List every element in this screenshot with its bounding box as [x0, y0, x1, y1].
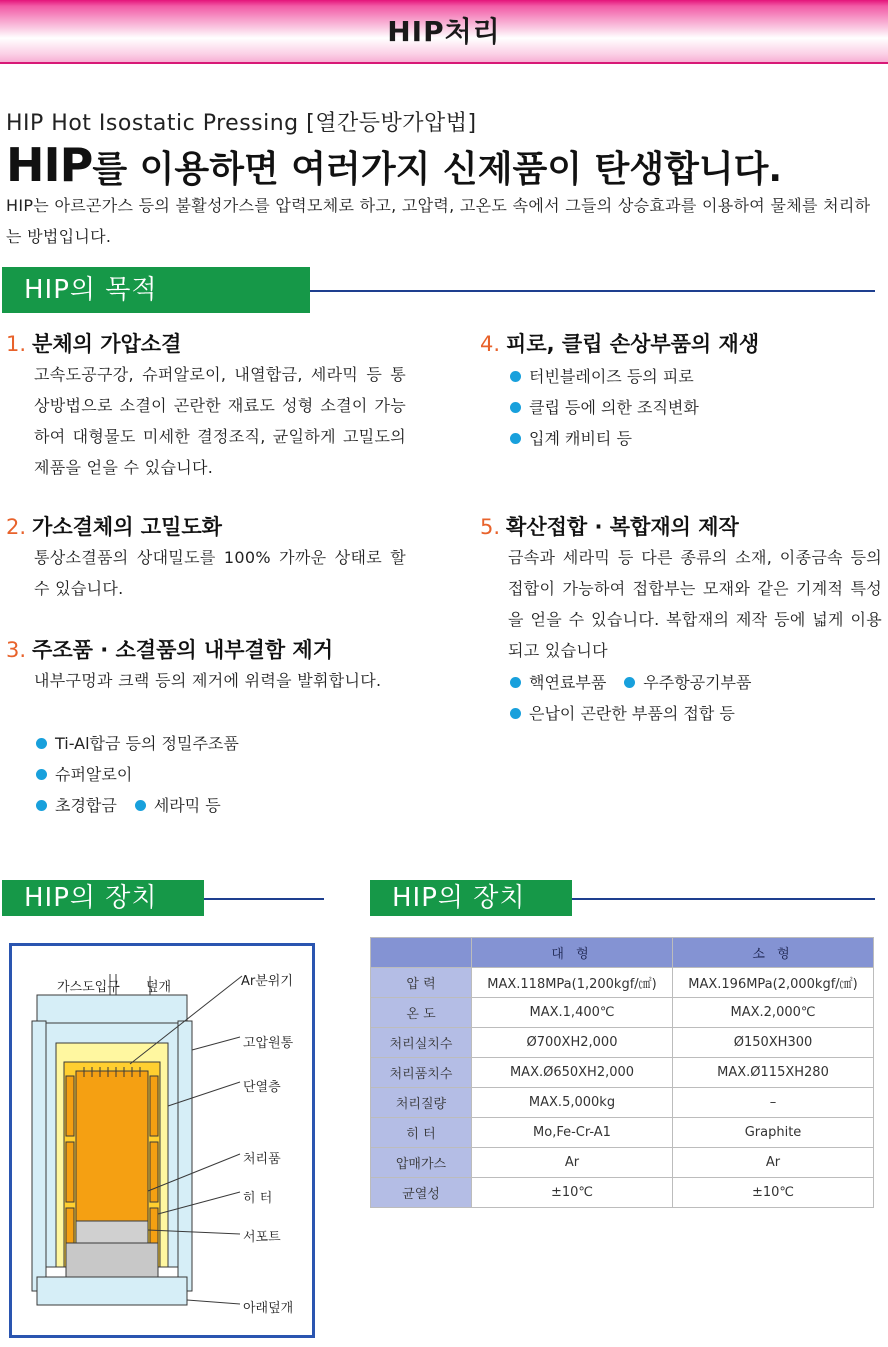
label-lid: 덮개: [146, 980, 172, 995]
label-insulation: 단열층: [243, 1080, 281, 1095]
workpiece-shape: [76, 1071, 148, 1221]
device-spec-heading-rule: [572, 898, 875, 900]
purpose-item-1-label: 분체의 가압소결: [32, 332, 182, 356]
row-label: 처리질량: [371, 1088, 472, 1118]
purpose-heading-rule: [310, 290, 875, 292]
table-row: [371, 968, 874, 998]
device-spec-heading: HIP의 장치: [370, 880, 572, 916]
bullet-dot-icon: [36, 800, 47, 811]
purpose-item-2-title: [6, 511, 222, 541]
column-header-large: 대 형: [472, 938, 673, 968]
table-header-row: [371, 938, 874, 968]
bullet-text: 은납이 곤란한 부품의 접합 등: [529, 704, 735, 723]
cell-small: ±10℃: [673, 1178, 874, 1208]
cell-large: MAX.1,400℃: [472, 998, 673, 1028]
purpose-item-4-label: 피로, 클립 손상부품의 재생: [506, 332, 760, 356]
hip-device-diagram: [9, 943, 315, 1338]
purpose-item-3-title: [6, 634, 333, 664]
headline-text: 를 이용하면 여러가지 신제품이 탄생합니다.: [92, 149, 783, 190]
cell-large: MAX.118MPa(1,200kgf/㎠): [472, 968, 673, 998]
row-label: 균열성: [371, 1178, 472, 1208]
purpose-item-2-number: 2.: [6, 515, 27, 539]
cell-small: Graphite: [673, 1118, 874, 1148]
top-lid-shape: [37, 995, 187, 1023]
row-label: 처리실치수: [371, 1028, 472, 1058]
purpose-item-4-number: 4.: [480, 332, 501, 356]
purpose-item-4-title: [480, 328, 759, 358]
row-label: 히 터: [371, 1118, 472, 1148]
purpose-item-1-title: [6, 328, 181, 358]
purpose-item-5-bullet: [510, 670, 751, 693]
table-row: [371, 1028, 874, 1058]
label-bottom-lid: 아래덮개: [243, 1301, 294, 1316]
bullet-text: 입계 캐비티 등: [529, 429, 632, 448]
bullet-text: 초경합금: [55, 796, 117, 815]
cell-small: MAX.Ø115XH280: [673, 1058, 874, 1088]
bullet-text: 세라믹 등: [153, 796, 221, 815]
headline: [6, 138, 782, 192]
bullet-dot-icon: [135, 800, 146, 811]
bullet-dot-icon: [510, 433, 521, 444]
device-diagram-heading-rule: [204, 898, 324, 900]
purpose-item-3-bullet: [36, 762, 132, 785]
purpose-item-5-text: 금속과 세라믹 등 다른 종류의 소재, 이종금속 등의 접합이 가능하여 접합부는 모재와 같은 기계적 특성을 얻을 수 있습니다. 복합재의 제작 등에 넓게 이용되고 있습니다: [508, 548, 882, 660]
purpose-item-3-number: 3.: [6, 638, 27, 662]
cell-small: Ar: [673, 1148, 874, 1178]
headline-hip: HIP: [6, 138, 93, 192]
bullet-dot-icon: [510, 677, 521, 688]
bullet-text: 클립 등에 의한 조직변화: [529, 398, 699, 417]
purpose-heading: HIP의 목적: [2, 267, 310, 313]
cell-small: –: [673, 1088, 874, 1118]
table-row: [371, 1118, 874, 1148]
label-cylinder: 고압원통: [243, 1036, 294, 1051]
cell-large: MAX.Ø650XH2,000: [472, 1058, 673, 1088]
purpose-item-5-label: 확산접합 · 복합재의 제작: [506, 515, 739, 539]
cell-large: MAX.5,000kg: [472, 1088, 673, 1118]
bullet-text: 슈퍼알로이: [55, 765, 133, 784]
purpose-item-5-bullet: [510, 701, 735, 724]
cell-large: ±10℃: [472, 1178, 673, 1208]
table-row: [371, 998, 874, 1028]
purpose-item-2-label: 가소결체의 고밀도화: [32, 515, 222, 539]
purpose-item-3-bullet: [36, 731, 239, 754]
page-title: HIP처리: [387, 15, 501, 48]
cell-small: MAX.196MPa(2,000kgf/㎠): [673, 968, 874, 998]
purpose-item-4-bullet: [510, 364, 694, 387]
row-label: 처리품치수: [371, 1058, 472, 1088]
bullet-text: 우주항공기부품: [643, 673, 752, 692]
purpose-item-1-text: 고속도공구강, 슈퍼알로이, 내열합금, 세라믹 등 통상방법으로 소결이 곤란한 재료도 성형 소결이 가능하여 대형물도 미세한 결정조직, 균일하게 고밀도의 제품을 얻을 수 있습니다.: [34, 365, 406, 477]
device-diagram-heading: HIP의 장치: [2, 880, 204, 916]
row-label: 압매가스: [371, 1148, 472, 1178]
bullet-dot-icon: [510, 708, 521, 719]
cell-large: Ar: [472, 1148, 673, 1178]
bullet-text: 핵연료부품: [529, 673, 607, 692]
bullet-dot-icon: [510, 371, 521, 382]
label-heater: 히 터: [243, 1191, 273, 1206]
cell-small: Ø150XH300: [673, 1028, 874, 1058]
purpose-item-4-bullet: [510, 395, 699, 418]
bullet-text: Ti-Al합금 등의 정밀주조품: [55, 734, 239, 753]
table-row: [371, 1058, 874, 1088]
cell-large: Ø700XH2,000: [472, 1028, 673, 1058]
intro-description: HIP는 아르곤가스 등의 불활성가스를 압력모체로 하고, 고압력, 고온도 속에서 그들의 상승효과를 이용하여 물체를 처리하는 방법입니다.: [6, 196, 871, 246]
purpose-item-2-text: 통상소결품의 상대밀도를 100% 가까운 상태로 할 수 있습니다.: [34, 548, 406, 598]
label-workpiece: 처리품: [243, 1152, 281, 1167]
bullet-dot-icon: [36, 738, 47, 749]
bullet-text: 터빈블레이즈 등의 피로: [529, 367, 694, 386]
table-row: [371, 1148, 874, 1178]
table-corner-cell: [371, 938, 472, 968]
column-header-small: 소 형: [673, 938, 874, 968]
row-label: 온 도: [371, 998, 472, 1028]
bullet-dot-icon: [36, 769, 47, 780]
support-shape: [76, 1221, 148, 1243]
purpose-item-1-number: 1.: [6, 332, 27, 356]
purpose-item-3-text: 내부구멍과 크랙 등의 제거에 위력을 발휘합니다.: [34, 671, 382, 690]
purpose-item-3-label: 주조품 · 소결품의 내부결함 제거: [32, 638, 333, 662]
purpose-item-5-number: 5.: [480, 515, 501, 539]
bottom-lid-shape: [37, 1277, 187, 1305]
device-spec-table: [370, 937, 874, 1208]
label-support: 서포트: [243, 1230, 281, 1245]
cell-large: Mo,Fe-Cr-A1: [472, 1118, 673, 1148]
subtitle: HIP Hot Isostatic Pressing [열간등방가압법]: [6, 111, 477, 136]
purpose-item-3-bullet: [36, 793, 221, 816]
table-row: [371, 1088, 874, 1118]
bullet-dot-icon: [510, 402, 521, 413]
row-label: 압 력: [371, 968, 472, 998]
table-row: [371, 1178, 874, 1208]
bullet-dot-icon: [624, 677, 635, 688]
purpose-item-4-bullet: [510, 426, 632, 449]
cell-small: MAX.2,000℃: [673, 998, 874, 1028]
label-ar-atmosphere: Ar분위기: [241, 974, 293, 989]
purpose-item-5-title: [480, 511, 739, 541]
label-gas-inlet: 가스도입구: [57, 980, 120, 995]
title-banner: [0, 0, 888, 64]
hip-vessel-drawing: [12, 946, 312, 1335]
